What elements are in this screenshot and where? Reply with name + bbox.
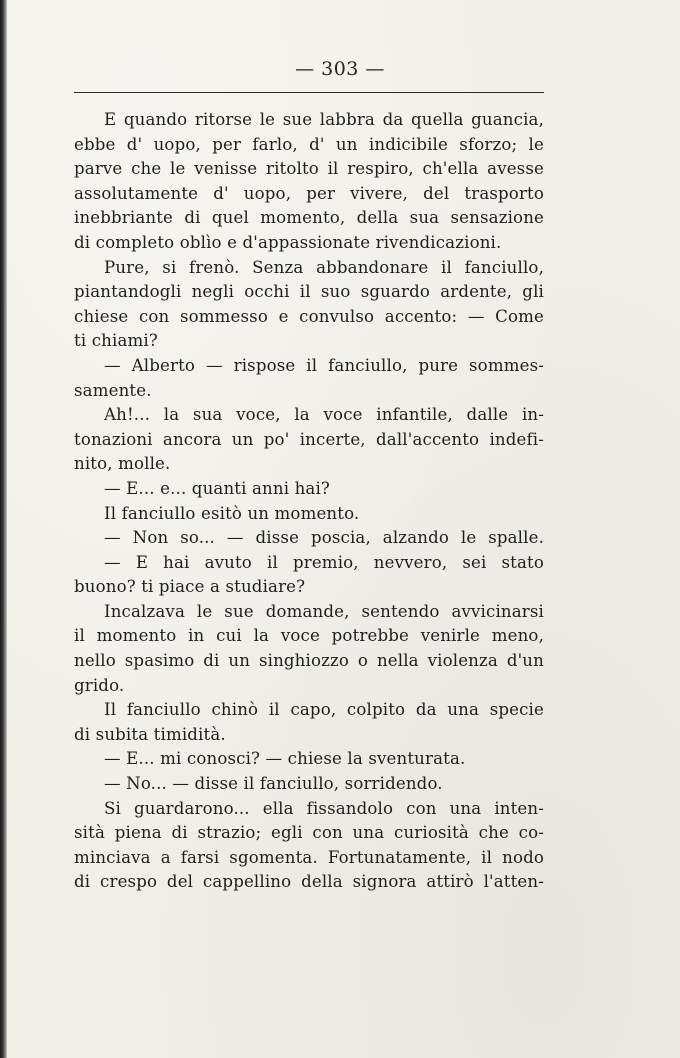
text-line: ti chiami? [74, 331, 158, 351]
text-line: — E... mi conosci? — chiese la sventurata. [104, 749, 466, 769]
text-line: di crespo del cappellino della signora attirò l'atten- [74, 872, 544, 892]
text-line: inebbriante di quel momento, della sua sensazione [74, 208, 544, 228]
text-line: chiese con sommesso e convulso accento: — Come [74, 306, 544, 326]
text-line: Si guardarono... ella fissandolo con una inten- [104, 798, 544, 818]
text-line: di subita timidità. [74, 724, 226, 744]
text-line: — E hai avuto il premio, nevvero, sei stato [104, 552, 544, 572]
page-number: — 303 — [295, 58, 385, 80]
text-line: Incalzava le sue domande, sentendo avvicinarsi [104, 601, 544, 621]
text-line: Il fanciullo chinò il capo, colpito da una specie [104, 700, 544, 720]
header-rule [74, 92, 544, 93]
text-line: — Alberto — rispose il fanciullo, pure sommes- [104, 355, 544, 375]
text-line: di completo oblìo e d'appassionate rivendicazioni. [74, 232, 502, 252]
text-line: Il fanciullo esitò un momento. [104, 503, 360, 523]
binding-edge [0, 0, 7, 1058]
text-line: — No... — disse il fanciullo, sorridendo. [104, 774, 443, 794]
text-line: — E... e... quanti anni hai? [104, 478, 330, 498]
text-line: Pure, si frenò. Senza abbandonare il fanciullo, [104, 257, 544, 277]
text-line: sità piena di strazio; egli con una curiosità che co- [74, 823, 544, 843]
text-line: piantandogli negli occhi il suo sguardo ardente, gli [74, 282, 544, 302]
text-line: Ah!... la sua voce, la voce infantile, dalle in- [104, 405, 544, 425]
text-line: nito, molle. [74, 454, 171, 474]
text-line: — Non so... — disse poscia, alzando le spalle. [104, 528, 544, 548]
text-line: il momento in cui la voce potrebbe venirle meno, [74, 626, 544, 646]
text-line: grido. [74, 675, 125, 695]
text-line: assolutamente d' uopo, per vivere, del trasporto [74, 183, 544, 203]
text-line: minciava a farsi sgomenta. Fortunatamente, il nodo [74, 847, 544, 867]
text-line: samente. [74, 380, 152, 400]
text-line: buono? ti piace a studiare? [74, 577, 306, 597]
text-line: nello spasimo di un singhiozzo o nella violenza d'un [74, 651, 544, 671]
text-line: parve che le venisse ritolto il respiro, ch'ella avesse [74, 159, 544, 179]
text-line: ebbe d' uopo, per farlo, d' un indicibile sforzo; le [74, 134, 544, 154]
text-line: tonazioni ancora un po' incerte, dall'accento indefi- [74, 429, 544, 449]
text-line: E quando ritorse le sue labbra da quella guancia, [104, 110, 544, 129]
body-text [74, 108, 544, 895]
